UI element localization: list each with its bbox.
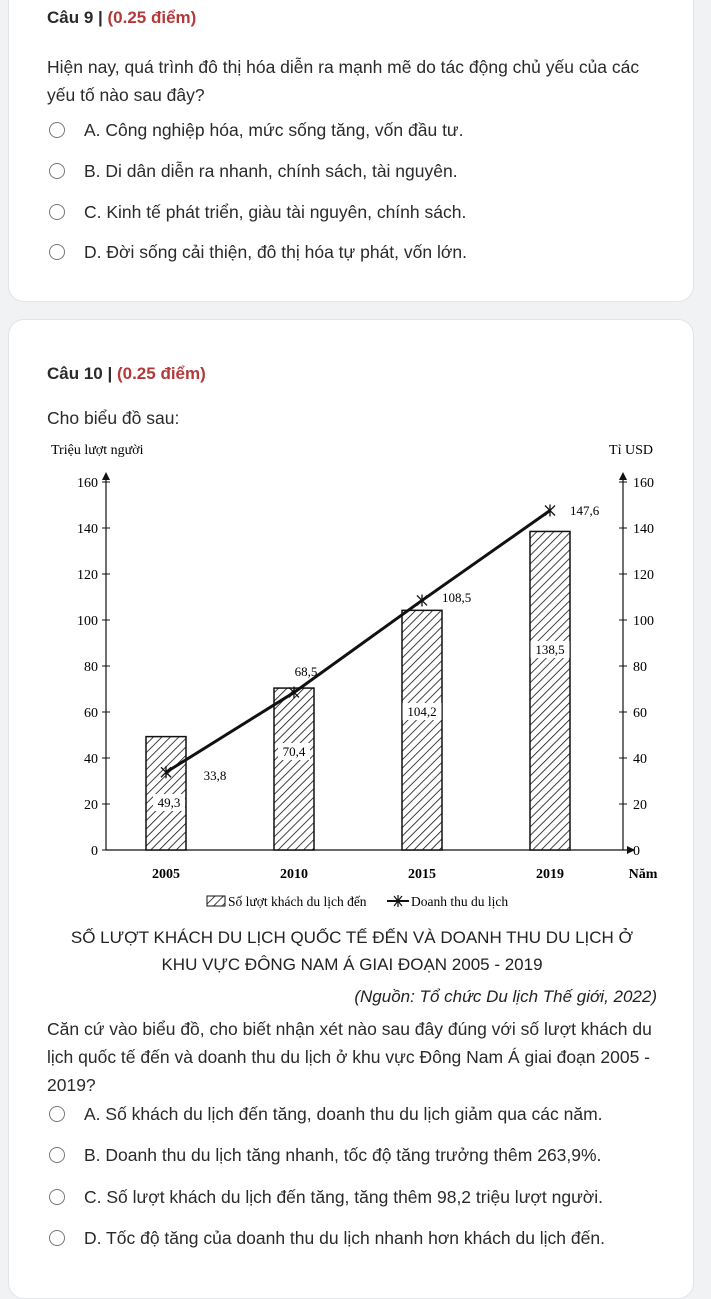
question-10-intro: Cho biểu đồ sau: [47, 408, 180, 428]
bar-value-label: 70,4 [282, 744, 306, 759]
bar-2019 [530, 531, 570, 850]
q10-option-c[interactable]: C. Số lượt khách du lịch đến tăng, tăng thêm 98,2 triệu lượt người. [49, 1182, 603, 1212]
radio-icon[interactable] [49, 163, 65, 179]
line-value-label: 68,5 [294, 664, 318, 679]
q9-option-d[interactable]: D. Đời sống cải thiện, đô thị hóa tự phát, vốn lớn. [49, 237, 467, 267]
bar-value-label: 138,5 [535, 642, 565, 657]
radio-icon[interactable] [49, 204, 65, 220]
question-9-title: Câu 9 | (0.25 điểm) [47, 8, 197, 27]
left-tick-label: 0 [91, 844, 98, 859]
legend-line-label: Doanh thu du lịch [411, 894, 509, 909]
radio-icon[interactable] [49, 1147, 65, 1163]
right-tick-label: 120 [633, 568, 654, 583]
line-value-label: 108,5 [442, 590, 472, 605]
q9-option-b[interactable]: B. Di dân diễn ra nhanh, chính sách, tài nguyên. [49, 156, 458, 186]
left-axis-title: Triệu lượt người [51, 443, 144, 458]
bar-2005 [146, 737, 186, 850]
right-tick-label: 40 [633, 752, 647, 767]
bar-2010 [274, 688, 314, 850]
right-tick-label: 0 [633, 844, 640, 859]
q9-option-a[interactable]: A. Công nghiệp hóa, mức sống tăng, vốn đầu tư. [49, 115, 464, 145]
question-10-card [8, 319, 694, 1299]
radio-icon[interactable] [49, 1106, 65, 1122]
legend-bar-label: Số lượt khách du lịch đến [228, 894, 367, 909]
right-tick-label: 60 [633, 706, 647, 721]
line-value-label: 33,8 [203, 768, 227, 783]
revenue-marker-2019 [545, 505, 555, 517]
q10-option-b[interactable]: B. Doanh thu du lịch tăng nhanh, tốc độ tăng trưởng thêm 263,9%. [49, 1140, 601, 1170]
radio-icon[interactable] [49, 122, 65, 138]
right-tick-label: 160 [633, 476, 654, 491]
chart-source: (Nguồn: Tổ chức Du lịch Thế giới, 2022) [354, 987, 657, 1006]
radio-icon[interactable] [49, 1189, 65, 1205]
question-10-title: Câu 10 | (0.25 điểm) [47, 364, 206, 383]
radio-icon[interactable] [49, 244, 65, 260]
x-tick-label: 2019 [536, 867, 564, 882]
q10-option-a[interactable]: A. Số khách du lịch đến tăng, doanh thu du lịch giảm qua các năm. [49, 1099, 603, 1129]
right-tick-label: 20 [633, 798, 647, 813]
left-tick-label: 20 [84, 798, 98, 813]
right-tick-label: 140 [633, 522, 654, 537]
x-tick-label: 2010 [280, 867, 308, 882]
question-9-text: Hiện nay, quá trình đô thị hóa diễn ra mạnh mẽ do tác động chủ yếu của các yếu tố nào sau đây? [47, 57, 640, 105]
bar-value-label: 104,2 [407, 704, 437, 719]
left-tick-label: 140 [77, 522, 98, 537]
right-axis-arrow-icon [619, 472, 627, 480]
left-tick-label: 40 [84, 752, 98, 767]
right-axis-title: Tỉ USD [609, 443, 653, 458]
right-tick-label: 100 [633, 614, 654, 629]
left-tick-label: 100 [77, 614, 98, 629]
right-tick-label: 80 [633, 660, 647, 675]
x-tick-label: 2015 [408, 867, 436, 882]
bar-value-label: 49,3 [157, 795, 181, 810]
left-tick-label: 60 [84, 706, 98, 721]
q9-option-c[interactable]: C. Kinh tế phát triển, giàu tài nguyên, chính sách. [49, 197, 466, 227]
q10-option-d[interactable]: D. Tốc độ tăng của doanh thu du lịch nhanh hơn khách du lịch đến. [49, 1223, 605, 1253]
question-9-card [8, 0, 694, 302]
legend-bar-swatch-icon [207, 896, 225, 906]
revenue-marker-2015 [417, 594, 427, 606]
x-tick-label: 2005 [152, 867, 180, 882]
x-axis-title: Năm [628, 867, 658, 882]
chart-caption: SỐ LƯỢT KHÁCH DU LỊCH QUỐC TẾ ĐẾN VÀ DOANH THU DU LỊCH Ở KHU VỰC ĐÔNG NAM Á GIAI ĐOẠN 2005 - 2019 [70, 928, 634, 974]
radio-icon[interactable] [49, 1230, 65, 1246]
bar-2015 [402, 610, 442, 850]
revenue-line [166, 511, 550, 773]
left-tick-label: 160 [77, 476, 98, 491]
left-tick-label: 80 [84, 660, 98, 675]
tourism-chart [49, 442, 679, 922]
question-10-text: Căn cứ vào biểu đồ, cho biết nhận xét nào sau đây đúng với số lượt khách du lịch quốc tế đến và doanh thu du lịch ở khu vực Đông Nam Á giai đoạn 2005 - 2019? [47, 1019, 652, 1095]
left-tick-label: 120 [77, 568, 98, 583]
line-value-label: 147,6 [570, 503, 600, 518]
left-axis-arrow-icon [102, 472, 110, 480]
